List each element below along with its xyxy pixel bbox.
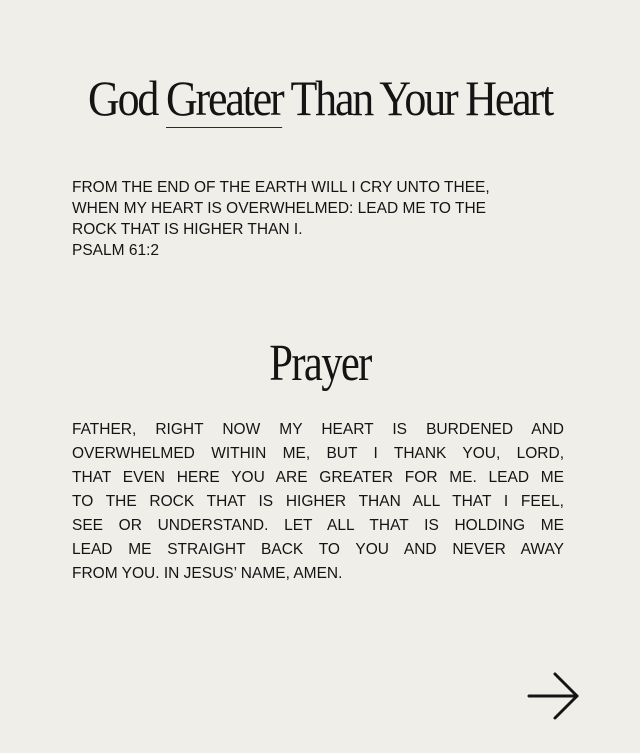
verse-line: WHEN MY HEART IS OVERWHELMED: LEAD ME TO THE [72, 200, 486, 217]
prayer-line: TO THE ROCK THAT IS HIGHER THAN ALL THAT I FEEL, [72, 493, 564, 510]
verse-line: FROM THE END OF THE EARTH WILL I CRY UNTO THEE, [72, 179, 490, 196]
verse-line: ROCK THAT IS HIGHER THAN I. [72, 221, 303, 238]
title-part-2: Than Your Heart [282, 70, 552, 126]
scripture-verse [72, 177, 572, 261]
prayer-heading: Prayer [269, 335, 371, 392]
prayer-text [72, 418, 564, 586]
title-underlined-word: Greater [165, 70, 283, 126]
prayer-line: SEE OR UNDERSTAND. LET ALL THAT IS HOLDING ME [72, 517, 564, 534]
prayer-line: FATHER, RIGHT NOW MY HEART IS BURDENED AND [72, 421, 564, 438]
title-part-1: God [87, 70, 166, 126]
next-button[interactable] [525, 668, 581, 724]
prayer-line: OVERWHELMED WITHIN ME, BUT I THANK YOU, LORD, [72, 445, 564, 462]
arrow-right-icon [525, 668, 581, 724]
verse-reference: PSALM 61:2 [72, 242, 160, 259]
prayer-line: THAT EVEN HERE YOU ARE GREATER FOR ME. LEAD ME [72, 469, 564, 486]
prayer-line: LEAD ME STRAIGHT BACK TO YOU AND NEVER AWAY [72, 541, 564, 558]
prayer-line: FROM YOU. IN JESUS’ NAME, AMEN. [72, 565, 343, 582]
page-title [38, 66, 601, 130]
